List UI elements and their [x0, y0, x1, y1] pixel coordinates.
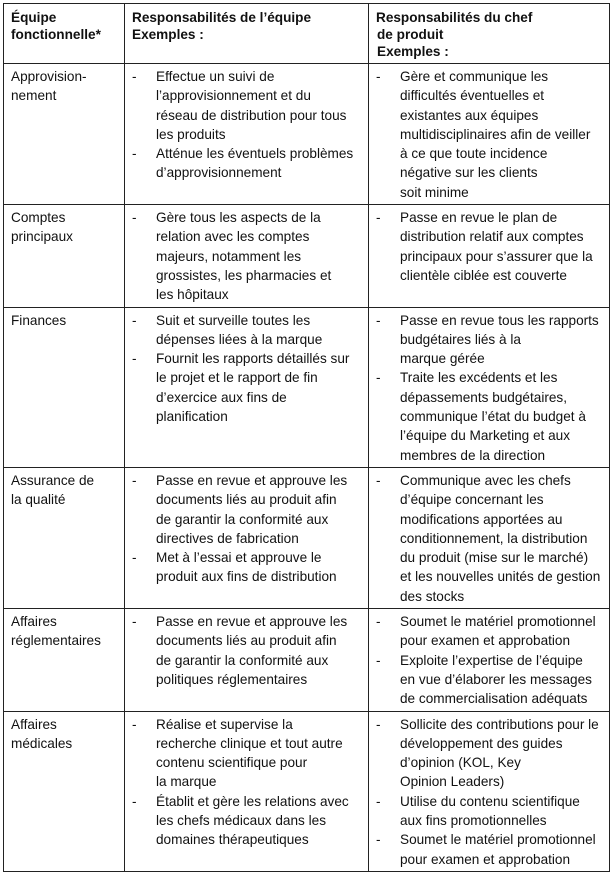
list-item-text: [400, 368, 603, 464]
header-text: Exemples :: [132, 27, 204, 42]
text-line: relation avec les comptes: [156, 229, 310, 245]
text-line: Communique avec les chefs: [400, 472, 571, 488]
manager-responsibilities-cell: [369, 609, 610, 711]
team-name-line: réglementaires: [11, 633, 101, 649]
text-line: politiques réglementaires: [156, 671, 308, 687]
table-row: [4, 64, 610, 205]
bullet-dash: -: [132, 614, 137, 630]
list-item: [376, 471, 603, 606]
text-line: Met à l’essai et approuve le: [156, 550, 322, 566]
text-line: d’opinion (KOL, Key: [400, 755, 521, 771]
text-line: pour examen et approbation: [400, 633, 571, 649]
text-line: soit minime: [400, 184, 469, 200]
text-line: Utilise du contenu scientifique: [400, 793, 580, 809]
text-line: conditionnement, la distribution: [400, 530, 588, 546]
header-text: de produit: [377, 27, 444, 42]
text-line: Passe en revue le plan de: [400, 210, 558, 226]
bullet-dash: -: [376, 69, 381, 84]
list-item: [376, 792, 603, 831]
bullet-dash: -: [132, 69, 137, 84]
text-line: directives de fabrication: [156, 530, 299, 546]
list-item: [376, 208, 603, 285]
text-line: Effectue un suivi de: [156, 69, 275, 84]
table-row: [4, 609, 610, 711]
team-name-cell: [4, 467, 125, 608]
list-item-text: [156, 612, 362, 689]
text-line: principaux pour s’assurer que la: [400, 248, 593, 264]
list-item-text: [156, 67, 362, 144]
list-item: [132, 349, 362, 426]
text-line: Suit et surveille toutes les: [156, 312, 311, 328]
header-text: Exemples :: [377, 44, 449, 59]
text-line: budgétaires liés à la: [400, 331, 521, 347]
team-name-line: Finances: [11, 312, 67, 328]
text-line: Traite les excédents et les: [400, 370, 558, 386]
header-manager-responsibilities: [369, 4, 610, 64]
text-line: développement des guides: [400, 735, 563, 751]
text-line: négative sur les clients: [400, 165, 538, 181]
text-line: à ce que toute incidence: [400, 146, 548, 162]
table-row: [4, 205, 610, 307]
text-line: d’exercice aux fins de: [156, 389, 287, 405]
list-item: [132, 612, 362, 689]
text-line: Passe en revue et approuve les: [156, 614, 348, 630]
list-item-text: [400, 715, 603, 792]
bullet-dash: -: [132, 351, 137, 367]
manager-responsibilities-list: [369, 64, 609, 204]
list-item: [376, 651, 603, 709]
text-line: Opinion Leaders): [400, 774, 505, 790]
bullet-dash: -: [132, 716, 137, 732]
text-line: difficultés éventuelles et: [400, 88, 545, 104]
text-line: clientèle ciblée est couverte: [400, 267, 567, 283]
text-line: existantes aux équipes: [400, 107, 539, 123]
bullet-dash: -: [376, 832, 381, 848]
list-item-text: [400, 471, 603, 606]
team-responsibilities-cell: [125, 205, 369, 307]
bullet-dash: -: [376, 370, 381, 386]
team-name-line: Affaires: [11, 614, 57, 630]
list-item: [132, 67, 362, 144]
team-name-cell: [4, 64, 125, 205]
bullet-dash: -: [376, 716, 381, 732]
list-item: [376, 830, 603, 869]
list-item: [376, 715, 603, 792]
bullet-dash: -: [376, 210, 381, 226]
text-line: aux fins promotionnelles: [400, 812, 547, 828]
text-line: planification: [156, 409, 228, 425]
text-line: contenu scientifique pour: [156, 755, 308, 771]
table-row: [4, 711, 610, 871]
text-line: Exploite l’expertise de l’équipe: [400, 652, 583, 668]
header-team-responsibilities: [125, 4, 369, 64]
team-name-cell: [4, 307, 125, 467]
text-line: des stocks: [400, 588, 465, 604]
text-line: marque gérée: [400, 351, 485, 367]
list-item-text: [156, 471, 362, 548]
text-line: pour examen et approbation: [400, 851, 571, 867]
list-item: [132, 144, 362, 183]
text-line: Sollicite des contributions pour le: [400, 716, 599, 732]
text-line: de garantir la conformité aux: [156, 511, 329, 527]
text-line: distribution relatif aux comptes: [400, 229, 584, 245]
text-line: dépassements budgétaires,: [400, 389, 568, 405]
list-item-text: [156, 349, 362, 426]
table-row: [4, 467, 610, 608]
text-line: recherche clinique et tout autre: [156, 735, 343, 751]
team-name-cell: [4, 609, 125, 711]
team-responsibilities-list: [125, 64, 368, 185]
team-name-line: Affaires: [11, 716, 57, 732]
text-line: documents liés au produit afin: [156, 492, 337, 508]
list-item: [132, 471, 362, 548]
list-item: [132, 715, 362, 792]
text-line: en vue d’élaborer les messages: [400, 671, 592, 687]
bullet-dash: -: [132, 472, 137, 488]
manager-responsibilities-cell: [369, 307, 610, 467]
text-line: d’équipe concernant les: [400, 492, 544, 508]
table-body: [4, 64, 610, 872]
list-item-text: [400, 651, 603, 709]
manager-responsibilities-list: [369, 468, 609, 608]
manager-responsibilities-cell: [369, 711, 610, 871]
team-responsibilities-cell: [125, 467, 369, 608]
list-item: [132, 311, 362, 350]
bullet-dash: -: [376, 472, 381, 488]
team-responsibilities-cell: [125, 609, 369, 711]
text-line: la marque: [156, 774, 217, 790]
text-line: Établit et gère les relations avec: [156, 793, 349, 809]
list-item: [132, 792, 362, 850]
text-line: produit aux fins de distribution: [156, 569, 337, 585]
text-line: de commercialisation adéquats: [400, 691, 588, 707]
text-line: Réalise et supervise la: [156, 716, 293, 732]
text-line: d’approvisionnement: [156, 165, 282, 181]
text-line: l’approvisionnement et du: [156, 88, 311, 104]
team-responsibilities-list: [125, 712, 368, 852]
list-item-text: [156, 144, 362, 183]
text-line: Fournit les rapports détaillés sur: [156, 351, 350, 367]
text-line: membres de la direction: [400, 447, 546, 463]
bullet-dash: -: [376, 312, 381, 328]
team-name-line: nement: [11, 88, 57, 104]
text-line: communique l’état du budget à: [400, 409, 586, 425]
team-responsibilities-cell: [125, 307, 369, 467]
team-name-line: Comptes: [11, 210, 66, 226]
bullet-dash: -: [132, 793, 137, 809]
header-text: Responsabilités de l’équipe: [132, 10, 312, 25]
team-name-cell: [4, 205, 125, 307]
list-item: [376, 311, 603, 369]
text-line: les hôpitaux: [156, 287, 229, 303]
list-item: [376, 612, 603, 651]
list-item: [132, 208, 362, 304]
team-name-line: médicales: [11, 735, 73, 751]
list-item-text: [400, 311, 603, 369]
team-responsibilities-list: [125, 205, 368, 306]
list-item-text: [400, 792, 603, 831]
text-line: Soumet le matériel promotionnel: [400, 832, 596, 848]
header-functional-team: [4, 4, 125, 64]
team-responsibilities-list: [125, 468, 368, 589]
text-line: de garantir la conformité aux: [156, 652, 329, 668]
manager-responsibilities-list: [369, 609, 609, 710]
text-line: documents liés au produit afin: [156, 633, 337, 649]
list-item: [376, 368, 603, 464]
bullet-dash: -: [376, 652, 381, 668]
table-header-row: [4, 4, 610, 64]
list-item-text: [400, 208, 603, 285]
list-item-text: [156, 792, 362, 850]
team-responsibilities-list: [125, 609, 368, 691]
text-line: modifications apportées au: [400, 511, 563, 527]
header-text: Responsabilités du chef: [376, 10, 533, 25]
list-item-text: [156, 715, 362, 792]
manager-responsibilities-list: [369, 712, 609, 871]
text-line: grossistes, les pharmacies et: [156, 267, 332, 283]
bullet-dash: -: [376, 614, 381, 630]
list-item-text: [156, 208, 362, 304]
bullet-dash: -: [132, 210, 137, 226]
text-line: les chefs médicaux dans les: [156, 812, 327, 828]
manager-responsibilities-list: [369, 308, 609, 467]
team-name-line: Assurance de: [11, 472, 95, 488]
list-item-text: [156, 311, 362, 350]
bullet-dash: -: [132, 312, 137, 328]
text-line: majeurs, notamment les: [156, 248, 302, 264]
manager-responsibilities-cell: [369, 467, 610, 608]
text-line: Gère et communique les: [400, 69, 549, 84]
text-line: dépenses liées à la marque: [156, 331, 323, 347]
header-text: Équipe: [11, 10, 57, 25]
text-line: Gère tous les aspects de la: [156, 210, 321, 226]
team-name-cell: [4, 711, 125, 871]
list-item-text: [400, 830, 603, 869]
team-responsibilities-cell: [125, 711, 369, 871]
bullet-dash: -: [376, 793, 381, 809]
text-line: le projet et le rapport de fin: [156, 370, 318, 386]
list-item: [132, 548, 362, 587]
team-name-line: principaux: [11, 229, 73, 245]
responsibilities-table: [3, 3, 610, 872]
manager-responsibilities-cell: [369, 205, 610, 307]
list-item-text: [156, 548, 362, 587]
text-line: domaines thérapeutiques: [156, 832, 309, 848]
text-line: Passe en revue tous les rapports: [400, 312, 599, 328]
team-name-line: la qualité: [11, 492, 66, 508]
bullet-dash: -: [132, 550, 137, 566]
text-line: et les nouvelles unités de gestion: [400, 569, 601, 585]
bullet-dash: -: [132, 146, 137, 162]
text-line: réseau de distribution pour tous: [156, 107, 347, 123]
manager-responsibilities-list: [369, 205, 609, 287]
text-line: Soumet le matériel promotionnel: [400, 614, 596, 630]
text-line: Passe en revue et approuve les: [156, 472, 348, 488]
header-text: fonctionnelle*: [11, 27, 101, 42]
text-line: multidisciplinaires afin de veiller: [400, 126, 591, 142]
manager-responsibilities-cell: [369, 64, 610, 205]
list-item-text: [400, 67, 603, 202]
team-responsibilities-cell: [125, 64, 369, 205]
text-line: les produits: [156, 126, 226, 142]
text-line: Atténue les éventuels problèmes: [156, 146, 354, 162]
list-item: [376, 67, 603, 202]
table-row: [4, 307, 610, 467]
team-responsibilities-list: [125, 308, 368, 429]
team-name-line: Approvision-: [11, 69, 87, 84]
text-line: du produit (mise sur le marché): [400, 550, 589, 566]
list-item-text: [400, 612, 603, 651]
text-line: l’équipe du Marketing et aux: [400, 428, 571, 444]
